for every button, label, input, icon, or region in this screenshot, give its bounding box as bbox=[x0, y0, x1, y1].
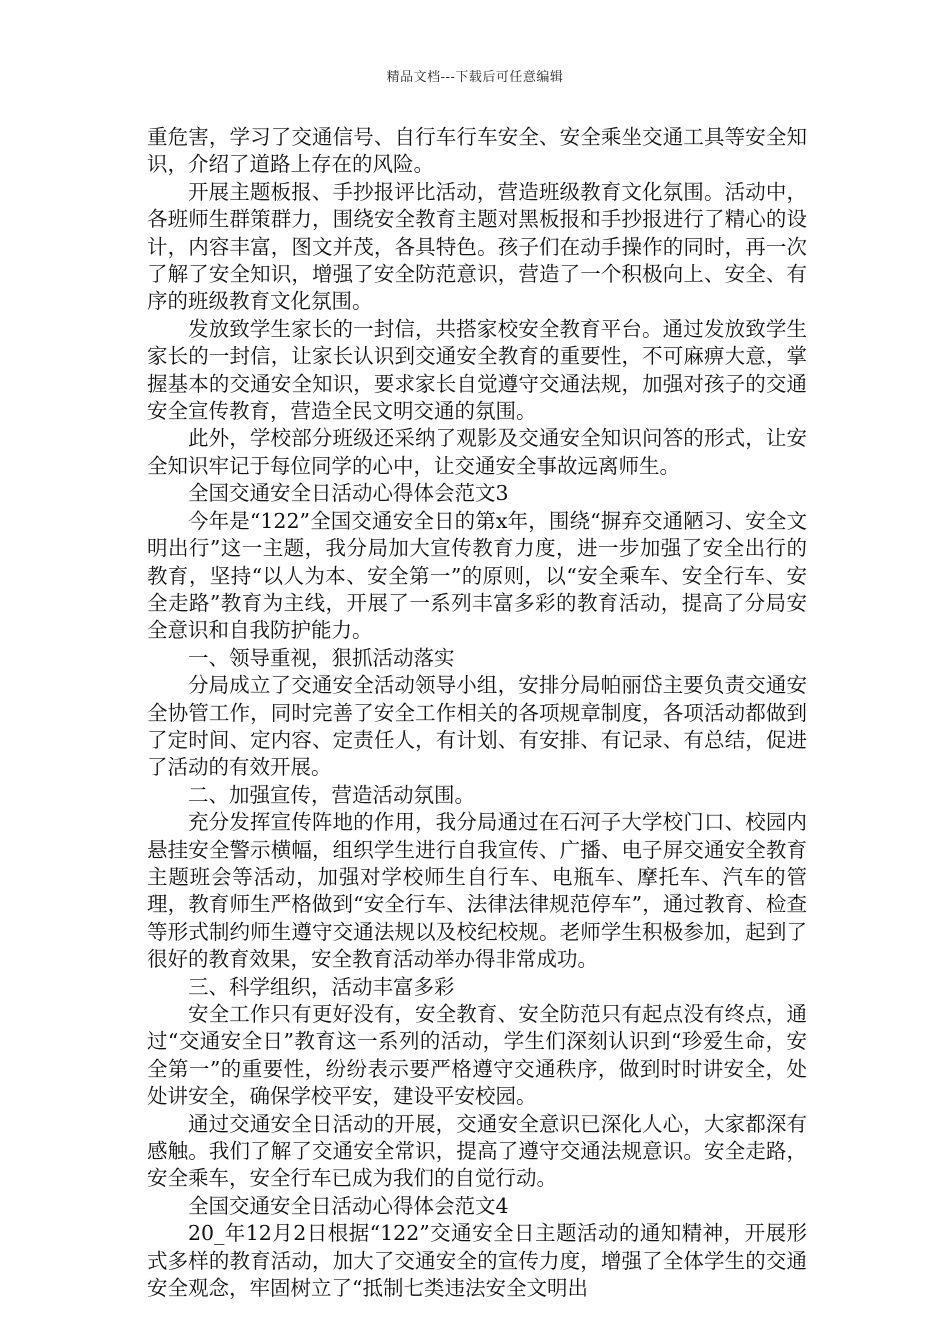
section-heading: 全国交通安全日活动心得体会范文3 bbox=[188, 481, 509, 506]
paragraph: 安全工作只有更好没有，安全教育、安全防范只有起点没有终点，通过“交通安全日”教育这一系列的活动，学生们深刻认识到“珍爱生命，安全第一”的重要性，纷纷表示要严格遵守交通秩序，做到时时讲安全，处处讲安全，确保学校平安，建设平安校园。 bbox=[147, 1002, 807, 1109]
paragraph: 重危害，学习了交通信号、自行车行车安全、安全乘坐交通工具等安全知识，介绍了道路上存在的风险。 bbox=[147, 125, 807, 177]
section-heading: 二、加强宣传，营造活动氛围。 bbox=[188, 782, 475, 807]
section-heading: 一、领导重视，狠抓活动落实 bbox=[188, 645, 455, 670]
paragraph: 此外，学校部分班级还采纳了观影及交通安全知识问答的形式，让安全知识牢记于每位同学的心中，让交通安全事故远离师生。 bbox=[147, 426, 807, 478]
paragraph: 今年是“122”全国交通安全日的第x年，围绕“摒弃交通陋习、安全文明出行”这一主题，我分局加大宣传教育力度，进一步加强了安全出行的教育，坚持“以人为本、安全第一”的原则，以“安全乘车、安全行车、安全走路”教育为主线，开展了一系列丰富多彩的教育活动，提高了分局安全意识和自我防护能力。 bbox=[147, 508, 807, 643]
paragraph: 通过交通安全日活动的开展，交通安全意识已深化人心，大家都深有感触。我们了解了交通安全常识，提高了遵守交通法规意识。安全走路，安全乘车，安全行车已成为我们的自觉行动。 bbox=[147, 1111, 807, 1191]
page-header: 精品文档---下载后可任意编辑 bbox=[386, 70, 564, 85]
section-heading: 全国交通安全日活动心得体会范文4 bbox=[188, 1193, 509, 1218]
document-body bbox=[147, 124, 807, 1302]
section-heading: 三、科学组织，活动丰富多彩 bbox=[188, 974, 455, 999]
paragraph: 分局成立了交通安全活动领导小组，安排分局帕丽岱主要负责交通安全协管工作，同时完善了安全工作相关的各项规章制度，各项活动都做到了定时间、定内容、定责任人，有计划、有安排、有记录、有总结，促进了活动的有效开展。 bbox=[147, 673, 807, 780]
paragraph: 充分发挥宣传阵地的作用，我分局通过在石河子大学校门口、校园内悬挂安全警示横幅，组织学生进行自我宣传、广播、电子屏交通安全教育主题班会等活动，加强对学校师生自行车、电瓶车、摩托车、汽车的管理，教育师生严格做到“安全行车、法律法律规范停车”，通过教育、检查等形式制约师生遵守交通法规以及校纪校规。老师学生积极参加，起到了很好的教育效果，安全教育活动举办得非常成功。 bbox=[147, 810, 807, 972]
paragraph: 20_年12月2日根据“122”交通安全日主题活动的通知精神，开展形式多样的教育活动，加大了交通安全的宣传力度，增强了全体学生的交通安全观念，牢固树立了“抵制七类违法安全文明出 bbox=[147, 1221, 807, 1301]
paragraph: 开展主题板报、手抄报评比活动，营造班级教育文化氛围。活动中，各班师生群策群力，围绕安全教育主题对黑板报和手抄报进行了精心的设计，内容丰富，图文并茂，各具特色。孩子们在动手操作的同时，再一次了解了安全知识，增强了安全防范意识，营造了一个积极向上、安全、有序的班级教育文化氛围。 bbox=[147, 179, 807, 314]
paragraph: 发放致学生家长的一封信，共搭家校安全教育平台。通过发放致学生家长的一封信，让家长认识到交通安全教育的重要性，不可麻痹大意，掌握基本的交通安全知识，要求家长自觉遵守交通法规，加强对孩子的交通安全宣传教育，营造全民文明交通的氛围。 bbox=[147, 316, 807, 424]
